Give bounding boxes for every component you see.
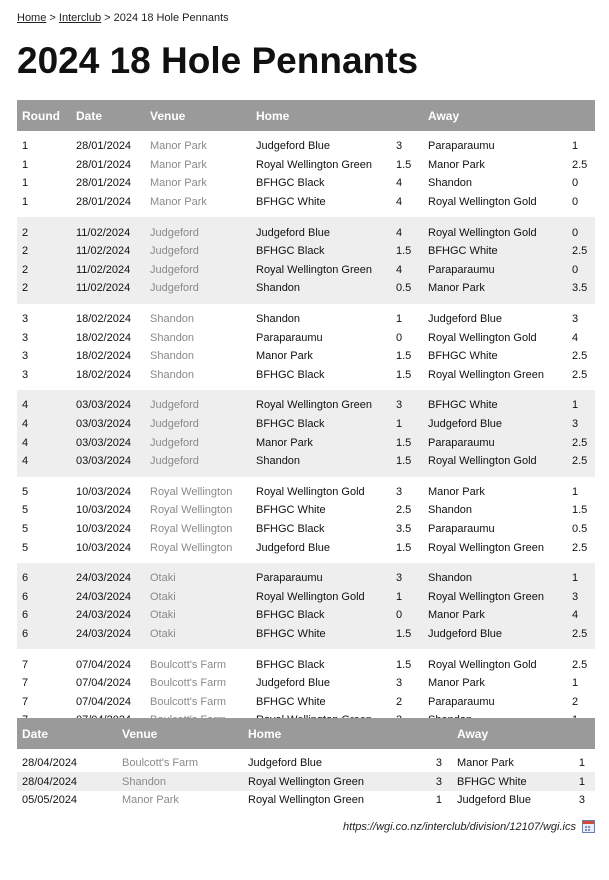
cell-date: 18/02/2024	[71, 328, 145, 347]
cell-date: 24/03/2024	[71, 587, 145, 606]
cell-date: 11/02/2024	[71, 279, 145, 298]
cell-round: 6	[17, 587, 71, 606]
cell-date: 07/04/2024	[71, 692, 145, 711]
cell-away-team: Judgeford Blue	[423, 415, 567, 434]
cell-home-team: Judgeford Blue	[251, 137, 391, 156]
table-row	[17, 452, 595, 471]
cell-away-team: BFHGC White	[423, 347, 567, 366]
cell-round: 5	[17, 538, 71, 557]
cell-venue: Manor Park	[145, 174, 251, 193]
cell-venue: Boulcott's Farm	[145, 674, 251, 693]
upcoming-table-header	[17, 718, 595, 749]
cell-round: 7	[17, 692, 71, 711]
cell-away-team: Paraparaumu	[423, 261, 567, 280]
breadcrumb-separator: >	[104, 12, 111, 24]
cell-date: 10/03/2024	[71, 501, 145, 520]
cell-home-score: 1	[391, 415, 423, 434]
table-row	[17, 396, 595, 415]
cell-away-score: 2.5	[567, 433, 595, 452]
round-group	[17, 390, 595, 476]
column-header-date: Date	[17, 718, 117, 749]
cell-date: 10/03/2024	[71, 483, 145, 502]
breadcrumb-current: 2024 18 Hole Pennants	[113, 12, 229, 24]
cell-date: 11/02/2024	[71, 261, 145, 280]
cell-away-score: 2.5	[567, 625, 595, 644]
table-row	[17, 223, 595, 242]
cell-date: 03/03/2024	[71, 396, 145, 415]
table-row	[17, 279, 595, 298]
cell-round: 4	[17, 415, 71, 434]
cell-round: 4	[17, 452, 71, 471]
cell-away-score: 4	[567, 606, 595, 625]
cell-venue: Royal Wellington	[145, 501, 251, 520]
table-row	[17, 749, 595, 772]
cell-date: 24/03/2024	[71, 569, 145, 588]
cell-away-team: Royal Wellington Gold	[423, 655, 567, 674]
cell-venue: Judgeford	[145, 433, 251, 452]
cell-date: 03/03/2024	[71, 452, 145, 471]
breadcrumb-separator: >	[49, 12, 56, 24]
column-header-away-score	[567, 100, 595, 131]
table-row	[17, 347, 595, 366]
cell-home-team: BFHGC Black	[251, 174, 391, 193]
cell-home-score: 1.5	[391, 433, 423, 452]
cell-away-score: 2.5	[567, 452, 595, 471]
cell-home-score: 3	[391, 483, 423, 502]
cell-away-score: 2.5	[567, 156, 595, 175]
cell-away-score: 1	[562, 772, 595, 790]
table-row	[17, 366, 595, 385]
cell-venue: Manor Park	[145, 137, 251, 156]
table-row	[17, 569, 595, 588]
cell-away-team: BFHGC White	[423, 396, 567, 415]
cell-away-score: 3	[567, 587, 595, 606]
cell-home-score: 3	[391, 137, 423, 156]
cell-venue: Boulcott's Farm	[145, 655, 251, 674]
cell-home-team: Royal Wellington Gold	[251, 587, 391, 606]
cell-round: 2	[17, 261, 71, 280]
cell-venue: Royal Wellington	[145, 538, 251, 557]
cell-away-score: 0	[567, 223, 595, 242]
cell-away-score: 0	[567, 261, 595, 280]
cell-venue: Judgeford	[145, 279, 251, 298]
cell-round: 4	[17, 396, 71, 415]
cell-round: 4	[17, 433, 71, 452]
table-row	[17, 483, 595, 502]
cell-away-score: 2.5	[567, 655, 595, 674]
cell-home-score: 0	[391, 606, 423, 625]
cell-away-team: Manor Park	[423, 483, 567, 502]
cell-home-score: 1	[435, 793, 442, 806]
cell-home-score: 4	[391, 193, 423, 212]
upcoming-table	[17, 718, 595, 809]
table-row	[17, 156, 595, 175]
cell-home-score: 3	[435, 757, 442, 770]
cell-away-score: 1	[567, 396, 595, 415]
upcoming-table-body	[17, 749, 595, 809]
column-header-home-team: Home	[251, 100, 391, 131]
cell-venue: Royal Wellington	[145, 520, 251, 539]
rounds-table-header	[17, 100, 595, 131]
cell-home-score: 4	[391, 174, 423, 193]
cell-home-score: 3	[391, 674, 423, 693]
table-row	[17, 674, 595, 693]
cell-home-team: BFHGC Black	[251, 520, 391, 539]
cell-away-team: BFHGC White	[452, 772, 562, 790]
cell-home-team: BFHGC White	[251, 692, 391, 711]
cell-away-team: Shandon	[423, 174, 567, 193]
cell-away-team: Judgeford Blue	[423, 310, 567, 329]
cell-date: 28/01/2024	[71, 137, 145, 156]
cell-away-team: Shandon	[423, 501, 567, 520]
table-row	[17, 772, 595, 790]
cell-date: 28/01/2024	[71, 193, 145, 212]
cell-home-team: BFHGC Black	[251, 366, 391, 385]
rounds-table	[17, 100, 595, 736]
cell-date: 11/02/2024	[71, 223, 145, 242]
cell-home-team: Royal Wellington Green	[251, 261, 391, 280]
column-header-date: Date	[71, 100, 145, 131]
cell-home-score: 1.5	[391, 156, 423, 175]
cell-home-score: 1.5	[391, 625, 423, 644]
cell-venue: Shandon	[145, 366, 251, 385]
table-row	[17, 791, 595, 809]
cell-home-score: 1.5	[391, 242, 423, 261]
table-row	[17, 174, 595, 193]
cell-round: 2	[17, 242, 71, 261]
cell-date: 28/04/2024	[22, 757, 78, 770]
cell-venue: Otaki	[145, 569, 251, 588]
cell-away-score: 1	[578, 757, 585, 770]
cell-away-score: 3	[567, 415, 595, 434]
cell-home-team: Judgeford Blue	[251, 538, 391, 557]
cell-venue: Manor Park	[145, 156, 251, 175]
cell-date: 28/01/2024	[71, 174, 145, 193]
cell-date: 28/01/2024	[71, 156, 145, 175]
cell-away-score: 0	[567, 193, 595, 212]
cell-venue: Otaki	[145, 587, 251, 606]
cell-home-score: 2	[391, 692, 423, 711]
table-row	[17, 587, 595, 606]
cell-away-team: Royal Wellington Gold	[423, 223, 567, 242]
cell-venue: Royal Wellington	[145, 483, 251, 502]
cell-round: 6	[17, 625, 71, 644]
cell-home-score: 2.5	[391, 501, 423, 520]
cell-away-score: 1	[567, 137, 595, 156]
round-group	[17, 477, 595, 563]
cell-venue: Judgeford	[145, 396, 251, 415]
cell-away-team: Paraparaumu	[423, 520, 567, 539]
table-row	[17, 328, 595, 347]
cell-away-team: Royal Wellington Green	[423, 366, 567, 385]
cell-venue: Judgeford	[145, 242, 251, 261]
cell-round: 3	[17, 366, 71, 385]
cell-home-score: 3	[413, 772, 452, 790]
ics-link[interactable]: https://wgi.co.nz/interclub/division/12107/wgi.ics	[343, 820, 576, 833]
cell-away-team: Royal Wellington Gold	[423, 193, 567, 212]
cell-home-score: 1.5	[391, 655, 423, 674]
cell-date: 18/02/2024	[71, 310, 145, 329]
cell-home-score: 0.5	[391, 279, 423, 298]
cell-away-score: 2.5	[567, 242, 595, 261]
table-row	[17, 310, 595, 329]
cell-home-score: 1	[391, 310, 423, 329]
table-row	[17, 242, 595, 261]
breadcrumb-home-link[interactable]: Home	[17, 12, 47, 24]
cell-home-team: Manor Park	[251, 433, 391, 452]
cell-away-team: Paraparaumu	[423, 433, 567, 452]
cell-home-team: Manor Park	[251, 347, 391, 366]
cell-home-team: Royal Wellington Green	[248, 793, 364, 806]
cell-away-team: Royal Wellington Gold	[423, 452, 567, 471]
table-row	[17, 433, 595, 452]
cell-home-team: BFHGC White	[251, 501, 391, 520]
page-title: 2024 18 Hole Pennants	[17, 40, 419, 81]
cell-away-team: Paraparaumu	[423, 692, 567, 711]
cell-away-team: Shandon	[423, 569, 567, 588]
cell-away-team: Judgeford Blue	[423, 625, 567, 644]
cell-away-score: 1	[567, 674, 595, 693]
round-group	[17, 304, 595, 390]
cell-home-team: Paraparaumu	[251, 569, 391, 588]
table-row	[17, 193, 595, 212]
cell-home-team: Shandon	[251, 452, 391, 471]
cell-round: 1	[17, 156, 71, 175]
cell-home-team: Royal Wellington Green	[251, 156, 391, 175]
cell-home-team: Paraparaumu	[251, 328, 391, 347]
column-header-home-score	[391, 100, 423, 131]
cell-venue: Shandon	[117, 772, 243, 790]
cell-home-team: BFHGC Black	[251, 606, 391, 625]
cell-venue: Judgeford	[145, 452, 251, 471]
cell-away-score: 2	[567, 692, 595, 711]
cell-date: 11/02/2024	[71, 242, 145, 261]
cell-home-score: 1.5	[391, 538, 423, 557]
table-row	[17, 625, 595, 644]
round-group	[17, 131, 595, 217]
cell-home-score: 4	[391, 223, 423, 242]
cell-home-team: BFHGC Black	[251, 655, 391, 674]
column-header-venue: Venue	[117, 718, 243, 749]
cell-away-score: 4	[567, 328, 595, 347]
cell-away-team: Royal Wellington Gold	[423, 328, 567, 347]
column-header-venue: Venue	[145, 100, 251, 131]
cell-date: 05/05/2024	[22, 793, 78, 806]
cell-away-team: Judgeford Blue	[457, 793, 531, 806]
cell-date: 24/03/2024	[71, 606, 145, 625]
cell-away-team: Manor Park	[423, 606, 567, 625]
cell-home-team: Royal Wellington Green	[251, 396, 391, 415]
column-header-away-team: Away	[452, 718, 562, 749]
cell-away-score: 1	[567, 483, 595, 502]
cell-round: 5	[17, 501, 71, 520]
cell-home-score: 1.5	[391, 452, 423, 471]
cell-venue: Judgeford	[145, 223, 251, 242]
cell-away-score: 0.5	[567, 520, 595, 539]
cell-home-score: 1	[391, 587, 423, 606]
cell-away-score: 3	[567, 310, 595, 329]
cell-round: 5	[17, 483, 71, 502]
cell-date: 03/03/2024	[71, 433, 145, 452]
cell-date: 07/04/2024	[71, 674, 145, 693]
cell-venue: Manor Park	[122, 793, 179, 806]
cell-home-team: Royal Wellington Gold	[251, 483, 391, 502]
table-row	[17, 606, 595, 625]
cell-round: 3	[17, 310, 71, 329]
cell-home-team: Judgeford Blue	[251, 223, 391, 242]
table-row	[17, 501, 595, 520]
cell-home-score: 1.5	[391, 347, 423, 366]
calendar-icon[interactable]	[582, 820, 595, 833]
table-row	[17, 692, 595, 711]
table-row	[17, 520, 595, 539]
table-row	[17, 261, 595, 280]
cell-home-team: Shandon	[251, 310, 391, 329]
cell-away-score: 3	[578, 793, 585, 806]
cell-away-score: 2.5	[567, 538, 595, 557]
column-header-away-team: Away	[423, 100, 567, 131]
cell-away-score: 1.5	[567, 501, 595, 520]
cell-home-score: 3.5	[391, 520, 423, 539]
cell-home-team: Shandon	[251, 279, 391, 298]
cell-round: 6	[17, 569, 71, 588]
cell-home-score: 0	[391, 328, 423, 347]
cell-round: 5	[17, 520, 71, 539]
cell-away-team: Manor Park	[457, 757, 514, 770]
cell-venue: Manor Park	[145, 193, 251, 212]
cell-venue: Otaki	[145, 625, 251, 644]
round-group	[17, 563, 595, 649]
cell-away-team: BFHGC White	[423, 242, 567, 261]
cell-round: 7	[17, 674, 71, 693]
cell-away-score: 2.5	[567, 347, 595, 366]
cell-venue: Shandon	[145, 310, 251, 329]
round-group	[17, 217, 595, 303]
cell-away-score: 3.5	[567, 279, 595, 298]
breadcrumb-interclub-link[interactable]: Interclub	[58, 12, 102, 24]
cell-venue: Otaki	[145, 606, 251, 625]
cell-away-team: Manor Park	[423, 279, 567, 298]
cell-round: 1	[17, 193, 71, 212]
cell-home-score: 3	[391, 396, 423, 415]
breadcrumb	[17, 12, 229, 24]
cell-venue: Judgeford	[145, 415, 251, 434]
column-header-round: Round	[17, 100, 71, 131]
cell-venue: Boulcott's Farm	[145, 692, 251, 711]
cell-away-team: Royal Wellington Green	[423, 538, 567, 557]
cell-home-score: 3	[391, 569, 423, 588]
cell-home-team: BFHGC Black	[251, 242, 391, 261]
cell-date: 24/03/2024	[71, 625, 145, 644]
cell-home-score: 4	[391, 261, 423, 280]
column-header-home-score	[413, 718, 452, 749]
cell-home-team: BFHGC Black	[251, 415, 391, 434]
cell-date: 18/02/2024	[71, 347, 145, 366]
cell-home-team: Royal Wellington Green	[243, 772, 413, 790]
cell-home-team: Judgeford Blue	[248, 757, 322, 770]
table-row	[17, 538, 595, 557]
cell-venue: Shandon	[145, 328, 251, 347]
table-row	[17, 415, 595, 434]
cell-away-score: 0	[567, 174, 595, 193]
cell-away-score: 1	[567, 569, 595, 588]
table-row	[17, 655, 595, 674]
cell-date: 18/02/2024	[71, 366, 145, 385]
cell-round: 1	[17, 137, 71, 156]
cell-away-team: Manor Park	[423, 674, 567, 693]
cell-away-score: 2.5	[567, 366, 595, 385]
ics-link-row	[343, 820, 595, 833]
cell-away-team: Royal Wellington Green	[423, 587, 567, 606]
table-row	[17, 137, 595, 156]
cell-date: 28/04/2024	[17, 772, 117, 790]
cell-round: 1	[17, 174, 71, 193]
cell-date: 03/03/2024	[71, 415, 145, 434]
cell-round: 3	[17, 347, 71, 366]
cell-home-team: BFHGC White	[251, 625, 391, 644]
cell-away-team: Manor Park	[423, 156, 567, 175]
cell-home-team: BFHGC White	[251, 193, 391, 212]
cell-venue: Boulcott's Farm	[122, 757, 199, 770]
cell-venue: Shandon	[145, 347, 251, 366]
column-header-home-team: Home	[243, 718, 413, 749]
cell-round: 7	[17, 655, 71, 674]
cell-date: 10/03/2024	[71, 520, 145, 539]
cell-away-team: Paraparaumu	[423, 137, 567, 156]
cell-venue: Judgeford	[145, 261, 251, 280]
cell-date: 07/04/2024	[71, 655, 145, 674]
cell-round: 6	[17, 606, 71, 625]
cell-round: 2	[17, 223, 71, 242]
cell-home-score: 1.5	[391, 366, 423, 385]
cell-date: 10/03/2024	[71, 538, 145, 557]
column-header-away-score	[562, 718, 595, 749]
cell-round: 3	[17, 328, 71, 347]
cell-home-team: Judgeford Blue	[251, 674, 391, 693]
cell-round: 2	[17, 279, 71, 298]
